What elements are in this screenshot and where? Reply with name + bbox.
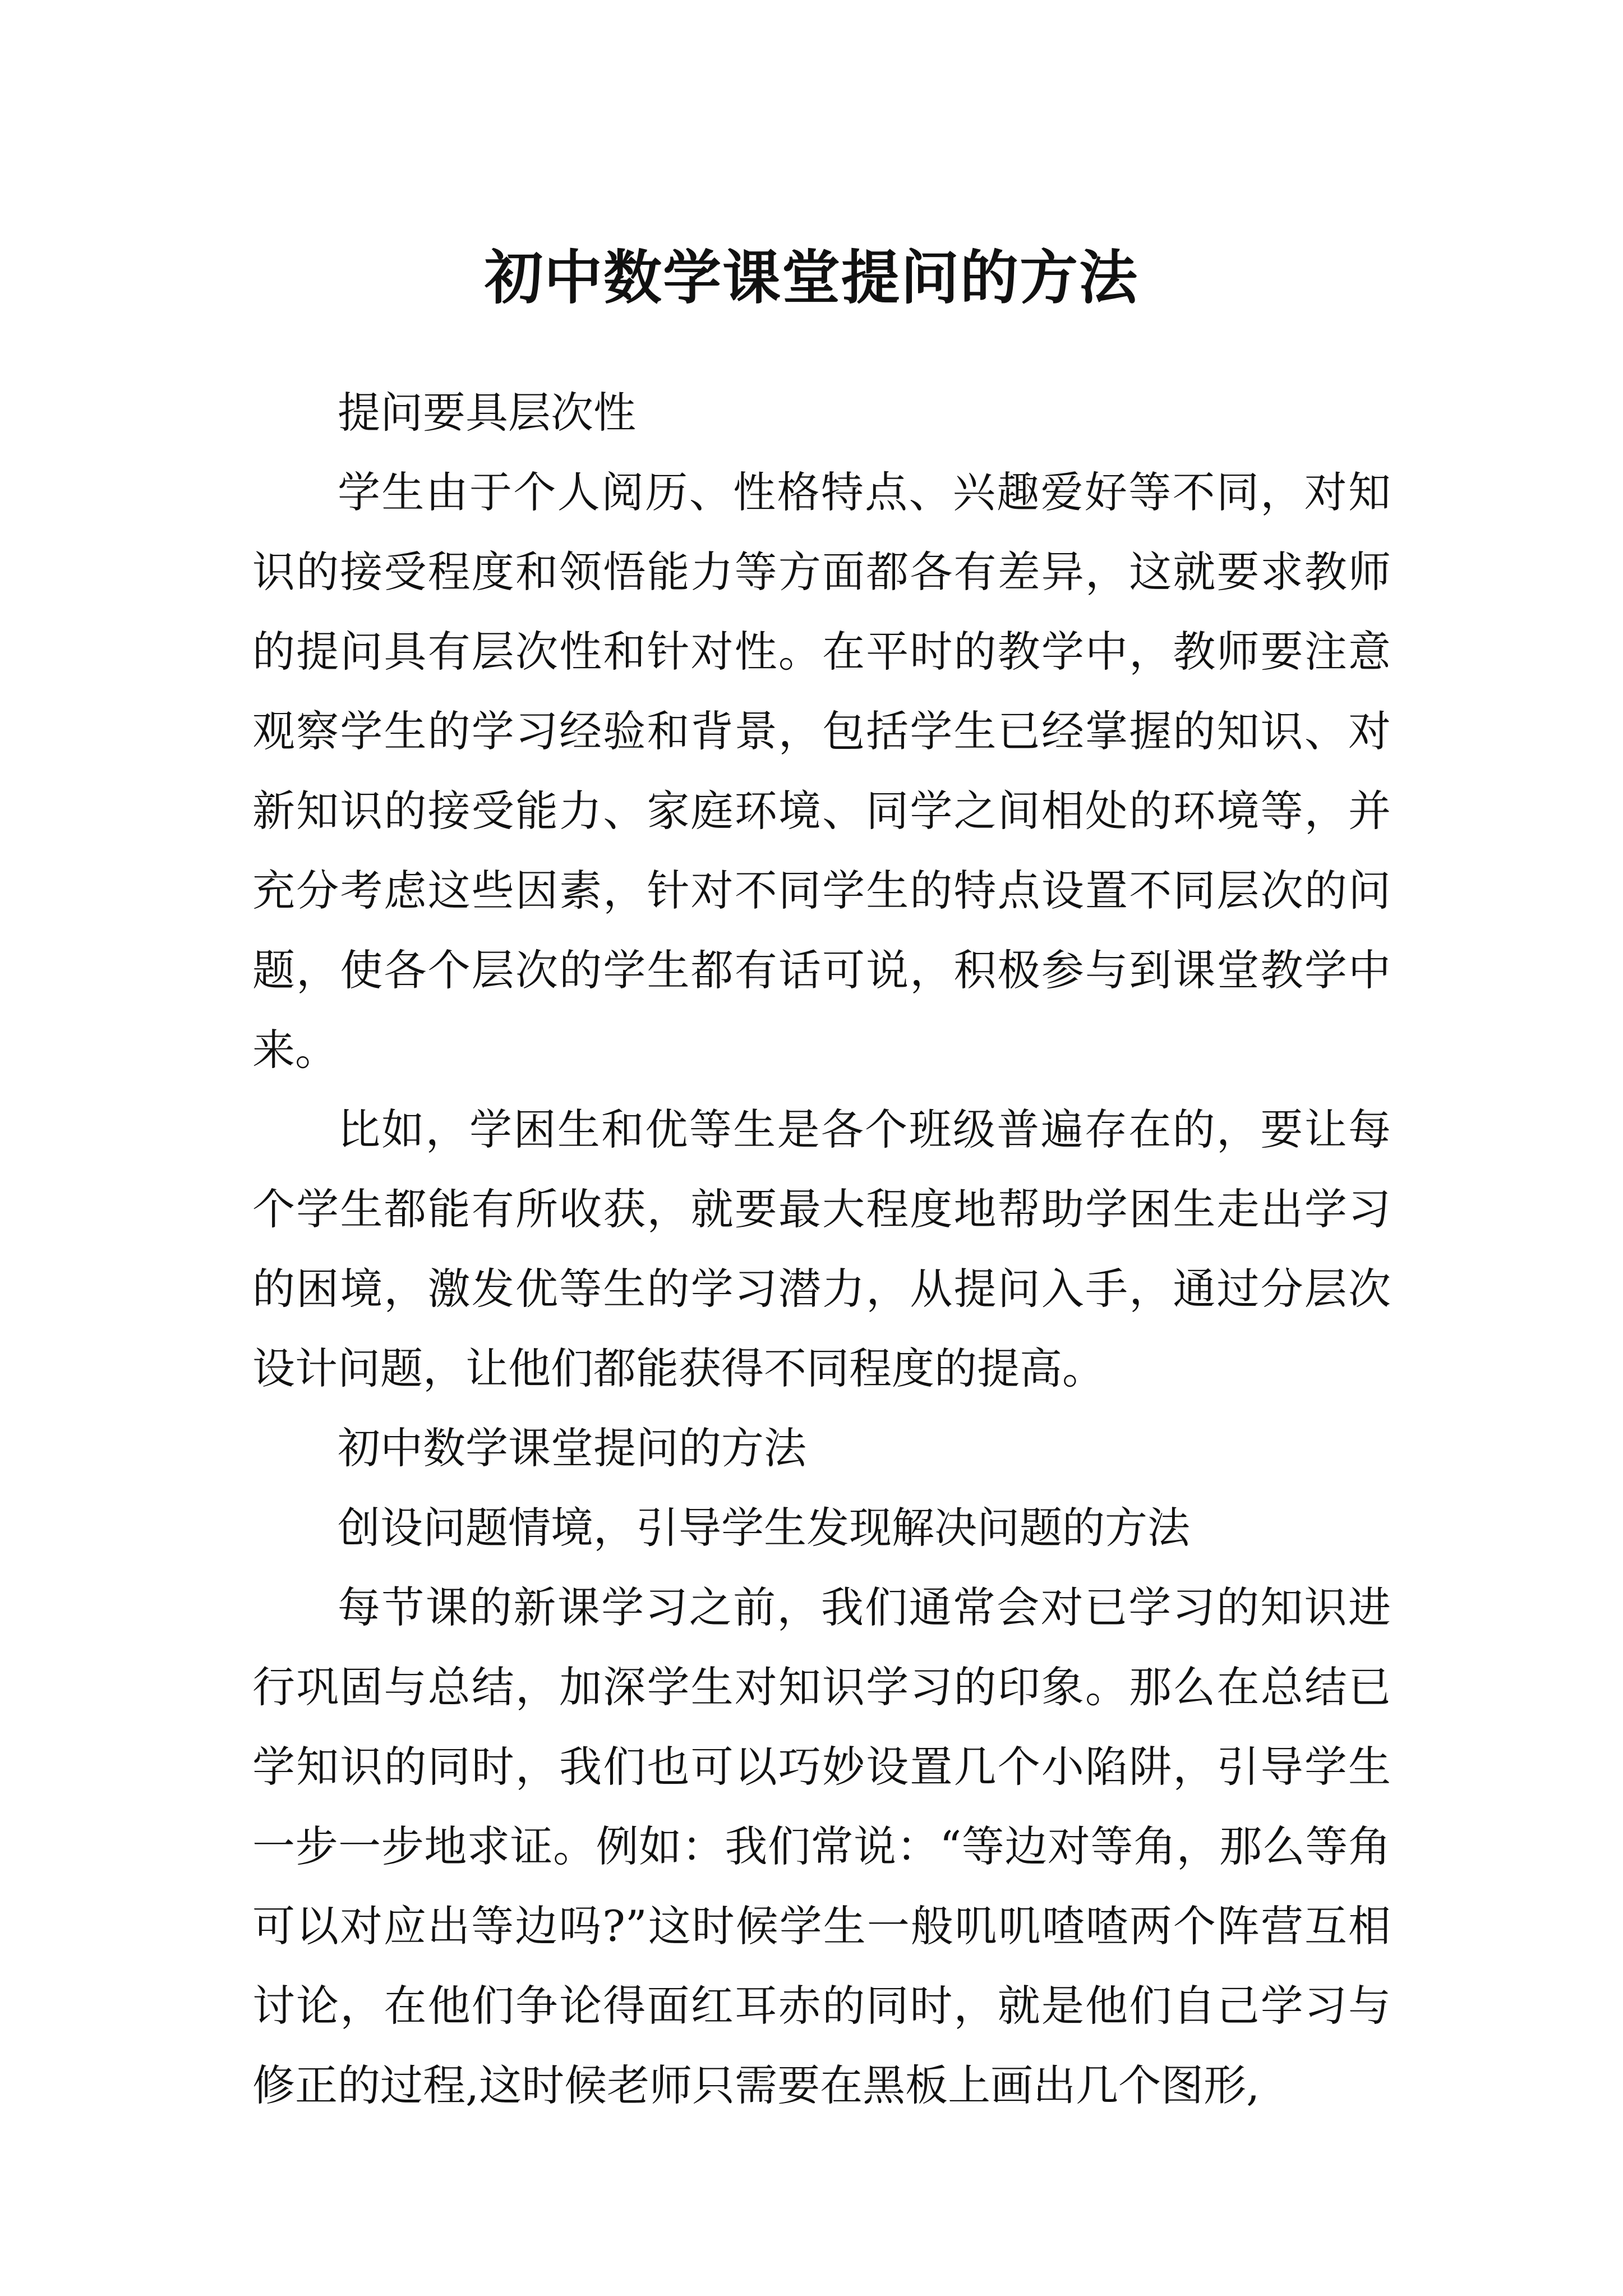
paragraph-student-differences: 学生由于个人阅历、性格特点、兴趣爱好等不同，对知识的接受程度和领悟能力等方面都各有差异，这就要求教师的提问具有层次性和针对性。在平时的教学中，教师要注意观察学生的学习经验和背景，包括学生已经掌握的知识、对新知识的接受能力、家庭环境、同学之间相处的环境等，并充分考虑这些因素，针对不同学生的特点设置不同层次的问题，使各个层次的学生都有话可说，积极参与到课堂教学中来。 bbox=[252, 467, 1391, 1075]
section-heading-problem-situation: 创设问题情境，引导学生发现解决问题的方法 bbox=[338, 1503, 1190, 1553]
paragraph-example: 比如，学困生和优等生是各个班级普遍存在的，要让每个学生都能有所收获，就要最大程度地帮助学困生走出学习的困境，激发优等生的学习潜力，从提问入手，通过分层次设计问题，让他们都能获得不同程度的提高。 bbox=[252, 1105, 1391, 1393]
document-body bbox=[252, 373, 1391, 2125]
paragraph-new-lesson: 每节课的新课学习之前，我们通常会对已学习的知识进行巩固与总结，加深学生对知识学习的印象。那么在总结已学知识的同时，我们也可以巧妙设置几个小陷阱，引导学生一步一步地求证。例如：我们常说：“等边对等角，那么等角可以对应出等边吗?”这时候学生一般叽叽喳喳两个阵营互相讨论，在他们争论得面红耳赤的同时，就是他们自己学习与修正的过程,这时候老师只需要在黑板上画出几个图形, bbox=[252, 1582, 1391, 2110]
document-title: 初中数学课堂提问的方法 bbox=[484, 242, 1138, 312]
section-heading-methods: 初中数学课堂提问的方法 bbox=[338, 1423, 806, 1473]
section-heading-hierarchy: 提问要具层次性 bbox=[338, 388, 636, 438]
